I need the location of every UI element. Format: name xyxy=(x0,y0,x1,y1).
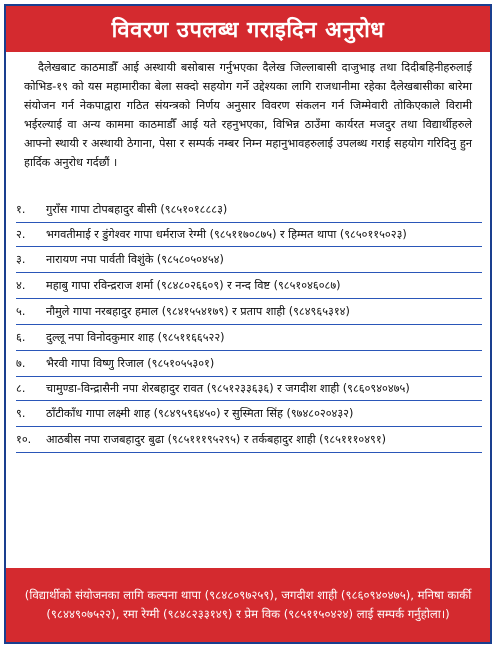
page-title: विवरण उपलब्ध गराइदिन अनुरोध xyxy=(111,18,385,43)
list-item xyxy=(16,427,482,453)
item-number: ८. xyxy=(16,382,26,395)
item-text: चामुण्डा-विन्द्रासैनी नपा शेरबहादुर रावत (९८५१२३३६३६) र जगदीश शाही (९८६०९४०४७५) xyxy=(46,382,410,395)
list-item xyxy=(16,351,482,377)
item-text: दुल्लू नपा विनोदकुमार शाह (९८५११६६५२२) xyxy=(46,331,225,344)
list-item xyxy=(16,273,482,299)
footer-banner xyxy=(6,568,490,642)
item-text: महाबु गापा रविन्द्रराज शर्मा (९८४८०२६६०९) र नन्द विष्ट (९८५१०४६०८७) xyxy=(46,279,341,292)
item-text: गुराँस गापा टोपबहादुर बीसी (९८५१०१८८८३) xyxy=(46,203,228,216)
list-item xyxy=(16,377,482,401)
item-number: ७. xyxy=(16,357,26,370)
notice-frame xyxy=(4,4,492,644)
item-text: ठाँटीकाँध गापा लक्ष्मी शाह (९८४९५९६४५०) र सुस्मिता सिंह (९७४८०२०४३२) xyxy=(46,407,354,420)
list-item xyxy=(16,247,482,273)
contact-list xyxy=(16,197,482,453)
item-number: १. xyxy=(16,203,26,216)
intro-paragraph xyxy=(24,58,472,172)
item-number: ५. xyxy=(16,305,26,318)
item-number: २. xyxy=(16,228,26,241)
item-text: आठबीस नपा राजबहादुर बुढा (९८५१११९५२९५) र तर्कबहादुर शाही (९८५१११०४९१) xyxy=(46,433,387,446)
list-item xyxy=(16,197,482,223)
list-item xyxy=(16,401,482,427)
item-text: नौमुले गापा नरबहादुर हमाल (९८४१५५४१७९) र प्रताप शाही (९८४९६५३१४) xyxy=(46,305,350,318)
item-number: ४. xyxy=(16,279,26,292)
item-text: नारायण नपा पार्वती विशुंके (९८५८०५०४५४) xyxy=(46,253,224,266)
item-number: ६. xyxy=(16,331,26,344)
footer-text: (विद्यार्थीको संयोजनका लागि कल्पना थापा (९८४८०९७२५९), जगदीश शाही (९८६०९४०४७५), मनिषा कार्की (९८४४९०७५२२), रमा रेग्मी (९८४८२३३१४९) र प्रेम विक (९८५११५०४२४) लाई सम्पर्क गर्नुहोला।) xyxy=(24,588,472,621)
intro-text: दैलेखबाट काठमाडौँ आई अस्थायी बसोबास गर्नुभएका दैलेख जिल्लाबासी दाजुभाइ तथा दिदीबहिनीहरुलाई कोभिड-१९ को यस महामारीका बेला सक्दो सहयोग गर्ने उद्देश्यका लागि राजधानीमा रहेका दैलेखबासीका बारेमा संयोजन गर्न नेकपाद्वारा गठित संयन्त्रको निर्णय अनुसार विवरण संकलन गर्न जिम्मेवारी तोकिएकाले विरामी भईरल्याई वा अन्य काममा काठमाडौँ आई यते रहनुभएका, विभिन्न ठाउँमा कार्यरत मजदुर तथा विद्यार्थीहरुले आफ्नो स्थायी र अस्थायी ठेगाना, पेसा र सम्पर्क नम्बर निम्न महानुभावहरुलाई उपलब्ध गराई सहयोग गरिदिनु हुन हार्दिक अनुरोध गर्दछौं । xyxy=(24,61,472,169)
item-text: भगवतीमाई र डुंगेश्वर गापा धर्मराज रेग्मी (९८५११७०८७५) र हिम्मत थापा (९८५०११५०२३) xyxy=(46,228,407,241)
item-number: ९. xyxy=(16,407,26,420)
item-number: ३. xyxy=(16,253,26,266)
title-banner xyxy=(6,6,490,52)
item-number: १०. xyxy=(16,433,32,446)
list-item xyxy=(16,299,482,325)
list-item xyxy=(16,325,482,351)
item-text: भैरवी गापा विष्णु रिजाल (९८५१०५५३०१) xyxy=(46,357,215,370)
list-item xyxy=(16,223,482,247)
